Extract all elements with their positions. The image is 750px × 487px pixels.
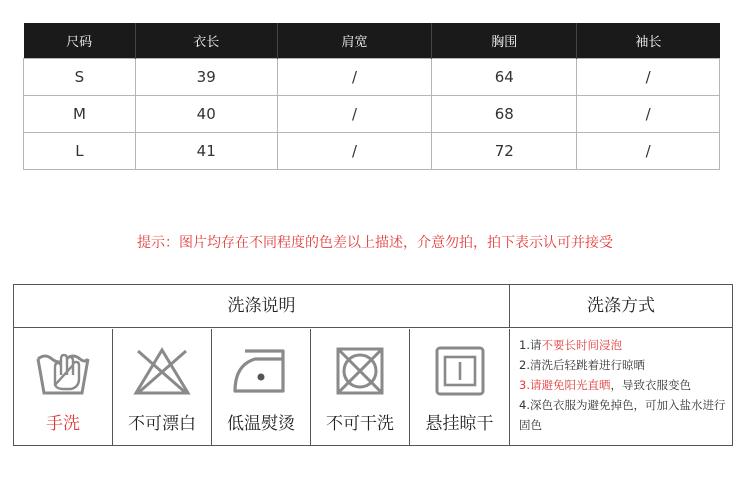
care-label: 低温熨烫 bbox=[227, 414, 295, 434]
care-label: 手洗 bbox=[46, 414, 80, 434]
no-bleach-icon bbox=[132, 345, 192, 397]
cell-shoulder: / bbox=[277, 132, 432, 169]
table-row bbox=[24, 58, 720, 95]
method-item: 1.请不要长时间浸泡 bbox=[519, 338, 622, 352]
cell-chest: 72 bbox=[432, 132, 577, 169]
care-item-hand-wash bbox=[14, 329, 113, 445]
header-size: 尺码 bbox=[24, 23, 136, 58]
cell-size: L bbox=[24, 132, 136, 169]
cell-sleeve: / bbox=[577, 58, 720, 95]
care-label: 不可漂白 bbox=[128, 414, 196, 434]
cell-sleeve: / bbox=[577, 132, 720, 169]
header-shoulder: 肩宽 bbox=[277, 23, 432, 58]
header-length: 衣长 bbox=[135, 23, 277, 58]
method-item: 4.深色衣服为避免掉色，可加入盐水进行固色 bbox=[519, 398, 726, 432]
cell-chest: 64 bbox=[432, 58, 577, 95]
care-item-no-bleach bbox=[113, 329, 212, 445]
cell-sleeve: / bbox=[577, 95, 720, 132]
table-row bbox=[24, 132, 720, 169]
cell-shoulder: / bbox=[277, 58, 432, 95]
care-method-title: 洗涤方式 bbox=[510, 285, 732, 328]
care-instructions-box bbox=[13, 284, 733, 446]
color-difference-tip: 提示：图片均存在不同程度的色差以上描述，介意勿拍，拍下表示认可并接受 bbox=[137, 235, 613, 251]
cell-length: 40 bbox=[135, 95, 277, 132]
cell-length: 39 bbox=[135, 58, 277, 95]
care-instructions-title: 洗涤说明 bbox=[14, 285, 510, 328]
care-item-hang-dry bbox=[410, 329, 509, 445]
care-item-no-dry-clean bbox=[311, 329, 410, 445]
care-item-low-iron bbox=[212, 329, 311, 445]
method-item: 2.清洗后轻跳着进行晾晒 bbox=[519, 358, 645, 372]
cell-shoulder: / bbox=[277, 95, 432, 132]
header-chest: 胸围 bbox=[432, 23, 577, 58]
care-icons-row bbox=[14, 329, 510, 445]
size-table bbox=[23, 23, 720, 170]
cell-size: M bbox=[24, 95, 136, 132]
no-dry-clean-icon bbox=[332, 345, 388, 397]
cell-chest: 68 bbox=[432, 95, 577, 132]
hand-wash-icon bbox=[35, 345, 91, 397]
size-table-header bbox=[24, 23, 720, 58]
low-iron-icon bbox=[231, 345, 291, 397]
care-label: 不可干洗 bbox=[326, 414, 394, 434]
cell-length: 41 bbox=[135, 132, 277, 169]
cell-size: S bbox=[24, 58, 136, 95]
hang-dry-icon bbox=[432, 345, 488, 397]
table-row bbox=[24, 95, 720, 132]
care-label: 悬挂晾干 bbox=[425, 414, 494, 434]
header-sleeve: 袖长 bbox=[577, 23, 720, 58]
method-item: 3.请避免阳光直晒，导致衣服变色 bbox=[519, 378, 691, 392]
care-method-list bbox=[519, 335, 729, 435]
